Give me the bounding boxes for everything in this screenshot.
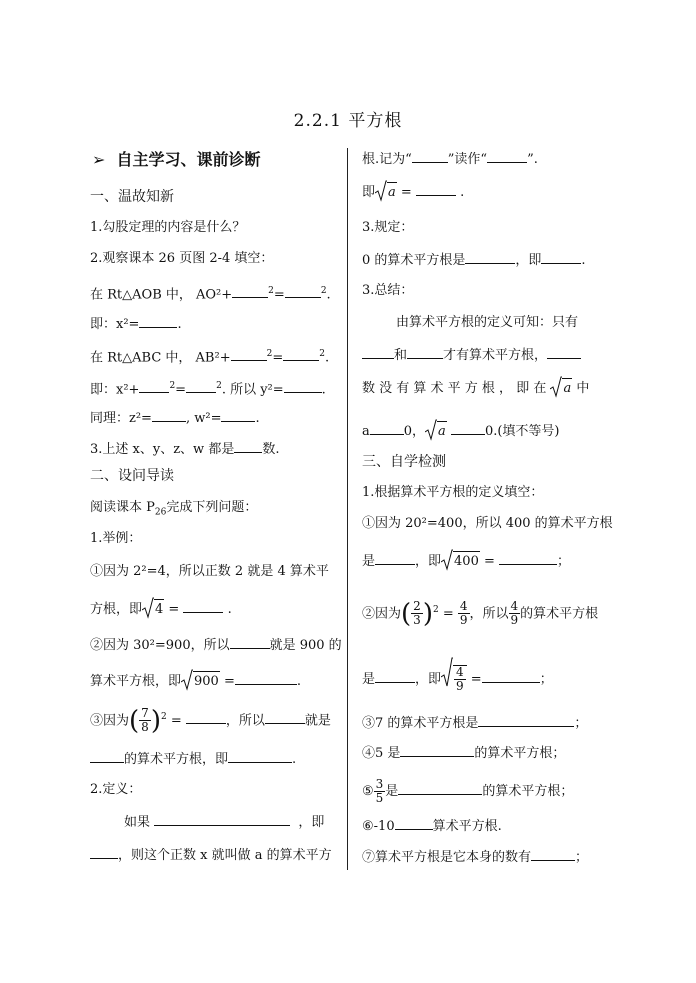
blank[interactable] xyxy=(186,378,216,393)
r1: 根.记为“ ”读作“ ”. xyxy=(362,148,538,170)
blank[interactable] xyxy=(499,550,557,565)
fraction: $\frac{2}{3}$ xyxy=(413,599,421,628)
sec2-heading: 二、设问导读 xyxy=(90,468,174,484)
sum1: 由算术平方根的定义可知：只有 xyxy=(396,315,579,330)
page-title: 2.2.1 平方根 xyxy=(293,111,403,131)
blank[interactable] xyxy=(541,249,581,264)
blank[interactable] xyxy=(152,407,186,422)
sqrt: 4 xyxy=(142,599,164,620)
sqrt: a xyxy=(550,378,572,399)
blank[interactable] xyxy=(400,742,474,757)
ex1: ①因为 2²=4，所以正数 2 就是 4 算术平 xyxy=(90,564,329,579)
column-divider xyxy=(347,148,348,870)
blank[interactable] xyxy=(362,344,394,359)
ex1b: 方根，即 4 = . xyxy=(90,598,232,620)
blank[interactable] xyxy=(375,550,415,565)
t5: ⑤ $\frac{3}{5}$ 是 的算术平方根； xyxy=(362,777,574,805)
fraction: $\frac{4}{9}$ xyxy=(510,599,519,628)
t1b: 是 ，即 400 = ； xyxy=(362,550,570,572)
def2: ，则这个正数 x 就叫做 a 的算术平方 xyxy=(90,844,332,866)
blank[interactable] xyxy=(531,846,575,861)
t7: ⑦算术平方根是它本身的数有 ； xyxy=(362,846,588,868)
arrow-bullet-icon: ➢ xyxy=(92,150,106,169)
sum4: a 0， a 0.(填不等号) xyxy=(362,420,560,442)
fraction: $\frac{4}{9}$ xyxy=(456,665,464,693)
blank[interactable] xyxy=(370,420,404,435)
summary-label: 3.总结： xyxy=(362,283,414,298)
t1: 1.根据算术平方根的定义填空： xyxy=(362,485,544,500)
blank[interactable] xyxy=(265,709,305,724)
t1a: ①因为 20²=400，所以 400 的算术平方根 xyxy=(362,516,613,531)
sec1-heading: 一、温故知新 xyxy=(90,189,174,205)
blank[interactable] xyxy=(407,344,443,359)
blank[interactable] xyxy=(375,668,415,683)
blank[interactable] xyxy=(139,378,169,393)
blank[interactable] xyxy=(139,313,177,328)
t6: ⑥-10 算术平方根. xyxy=(362,815,502,837)
sqrt xyxy=(441,665,467,693)
blank[interactable] xyxy=(482,668,540,683)
definition-label: 2.定义： xyxy=(90,782,142,797)
sec3-heading: 三、自学检测 xyxy=(362,454,446,470)
sum3: 数 没 有 算 术 平 方 根 ， 即 在 a 中 xyxy=(362,378,589,399)
blank[interactable] xyxy=(90,748,124,763)
fraction: $\frac{7}{8}$ xyxy=(141,706,149,735)
sum2: 和 才有算术平方根， xyxy=(362,344,581,366)
def1: 如果 ，即 xyxy=(124,811,324,833)
q2e: 同理：z²= , w²= . xyxy=(90,407,260,429)
blank[interactable] xyxy=(283,346,319,361)
blank[interactable] xyxy=(285,283,321,298)
blank[interactable] xyxy=(451,420,485,435)
blank[interactable] xyxy=(228,748,292,763)
q3: 3.上述 x、y、z、w 都是 数. xyxy=(90,438,279,460)
blank[interactable] xyxy=(416,181,456,196)
blank[interactable] xyxy=(284,378,322,393)
blank[interactable] xyxy=(154,811,290,826)
sqrt: 900 xyxy=(181,671,220,692)
sqrt: a xyxy=(375,182,397,203)
blank[interactable] xyxy=(231,346,267,361)
sqrt: 400 xyxy=(441,551,480,572)
blank[interactable] xyxy=(234,438,262,453)
section-heading: ➢ 自主学习、课前诊断 xyxy=(92,150,261,169)
blank[interactable] xyxy=(235,670,297,685)
blank[interactable] xyxy=(232,283,268,298)
blank[interactable] xyxy=(478,712,574,727)
blank[interactable] xyxy=(398,780,482,795)
rule1: 0 的算术平方根是 ，即 . xyxy=(362,249,586,271)
blank[interactable] xyxy=(465,249,515,264)
fraction: $\frac{4}{9}$ xyxy=(459,599,468,628)
ex3: ③因为( $\frac{7}{8}$ )$^2$ = ，所以 就是 xyxy=(90,705,331,736)
blank[interactable] xyxy=(487,148,527,163)
rule-label: 3.规定： xyxy=(362,220,414,235)
ex3b: 的算术平方根，即 . xyxy=(90,748,296,770)
t4: ④5 是 的算术平方根； xyxy=(362,742,565,764)
blank[interactable] xyxy=(230,634,270,649)
blank[interactable] xyxy=(412,148,448,163)
fraction: $\frac{3}{5}$ xyxy=(375,777,384,805)
q2b: 即：x²= . xyxy=(90,313,182,335)
example-label: 1.举例： xyxy=(90,531,142,546)
ex2: ②因为 30²=900，所以 就是 900 的 xyxy=(90,634,342,656)
q2a: 在 Rt△AOB 中， AO²+ $^2$= $^2$. xyxy=(90,281,331,305)
blank[interactable] xyxy=(186,709,226,724)
blank[interactable] xyxy=(90,844,118,859)
t2: ②因为( $\frac{2}{3}$ )$^2$ = $\frac{4}{9}$ ，所以 $\frac{4}{9}$ 的算术平方根 xyxy=(362,598,599,629)
blank[interactable] xyxy=(395,815,433,830)
blank[interactable] xyxy=(221,407,255,422)
t3: ③7 的算术平方根是 ； xyxy=(362,712,587,734)
ex2b: 算术平方根，即 900 = . xyxy=(90,670,301,692)
q2d: 即：x²+ $^2$= $^2$. 所以 y²= . xyxy=(90,376,326,400)
sqrt: a xyxy=(425,421,447,442)
q2: 2.观察课本 26 页图 2-4 填空： xyxy=(90,251,274,266)
q2c: 在 Rt△ABC 中， AB²+ $^2$= $^2$. xyxy=(90,344,329,368)
blank[interactable] xyxy=(547,344,581,359)
blank[interactable] xyxy=(183,598,223,613)
read-instruction: 阅读课本 $P_{26}$完成下列问题： xyxy=(90,500,258,518)
t2b: 是 ，即 $\frac{4}{9}$ = ； xyxy=(362,665,553,693)
q1: 1.勾股定理的内容是什么？ xyxy=(90,220,246,235)
r2: 即 a = . xyxy=(362,181,464,203)
